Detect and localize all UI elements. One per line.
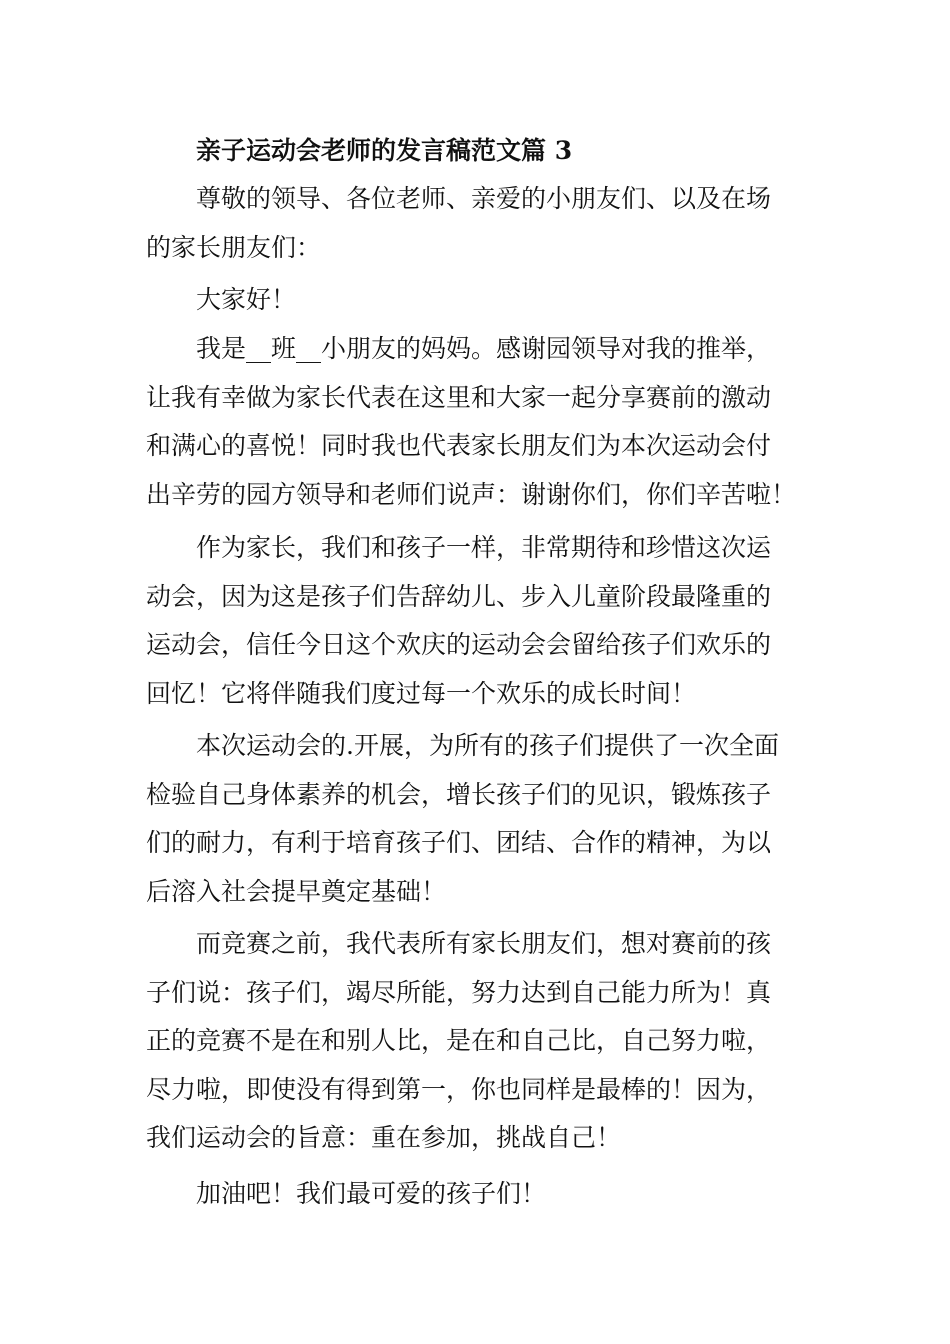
paragraph-introduction <box>146 325 806 519</box>
text-line: 尊敬的领导、各位老师、亲爱的小朋友们、以及在场 <box>196 184 772 213</box>
text-line: 本次运动会的.开展，为所有的孩子们提供了一次全面 <box>196 731 779 760</box>
text-line: 检验自己身体素养的机会，增长孩子们的见识，锻炼孩子 <box>146 779 772 809</box>
text-line: 们的耐力，有利于培育孩子们、团结、合作的精神，为以 <box>146 828 772 857</box>
text-line: 让我有幸做为家长代表在这里和大家一起分享赛前的激动 <box>146 382 772 412</box>
text-line: 我是__班__小朋友的妈妈。感谢园领导对我的推举， <box>196 334 772 363</box>
text-line: 和满心的喜悦！同时我也代表家长朋友们为本次运动会付 <box>146 431 772 460</box>
text-line: 动会，因为这是孩子们告辞幼儿、步入儿童阶段最隆重的 <box>146 581 772 611</box>
paragraph-expectation <box>146 524 806 718</box>
text-line: 作为家长，我们和孩子一样，非常期待和珍惜这次运 <box>196 533 772 562</box>
text-line: 的家长朋友们： <box>146 232 322 262</box>
text-line: 大家好！ <box>196 285 297 314</box>
text-line: 我们运动会的旨意：重在参加，挑战自己！ <box>146 1123 622 1152</box>
text-line: 加油吧！我们最可爱的孩子们！ <box>196 1179 547 1208</box>
page-title: 亲子运动会老师的发言稿范文篇 3 <box>196 136 573 165</box>
text-line: 子们说：孩子们，竭尽所能，努力达到自己能力所为！真 <box>146 977 772 1007</box>
paragraph-greeting <box>146 276 806 325</box>
text-line: 后溶入社会提早奠定基础！ <box>146 876 447 906</box>
paragraph-salutation <box>146 175 806 272</box>
paragraph-closing <box>146 1170 806 1219</box>
paragraph-significance <box>146 722 806 916</box>
text-line: 而竞赛之前，我代表所有家长朋友们，想对赛前的孩 <box>196 929 772 958</box>
text-line: 尽力啦，即使没有得到第一，你也同样是最棒的！因为， <box>146 1074 772 1104</box>
text-line: 回忆！它将伴随我们度过每一个欢乐的成长时间！ <box>146 678 697 708</box>
paragraph-message <box>146 920 806 1163</box>
text-line: 出辛劳的园方领导和老师们说声：谢谢你们，你们辛苦啦！ <box>146 479 797 509</box>
text-line: 运动会，信任今日这个欢庆的运动会会留给孩子们欢乐的 <box>146 630 772 659</box>
text-line: 正的竞赛不是在和别人比，是在和自己比，自己努力啦， <box>146 1026 772 1055</box>
